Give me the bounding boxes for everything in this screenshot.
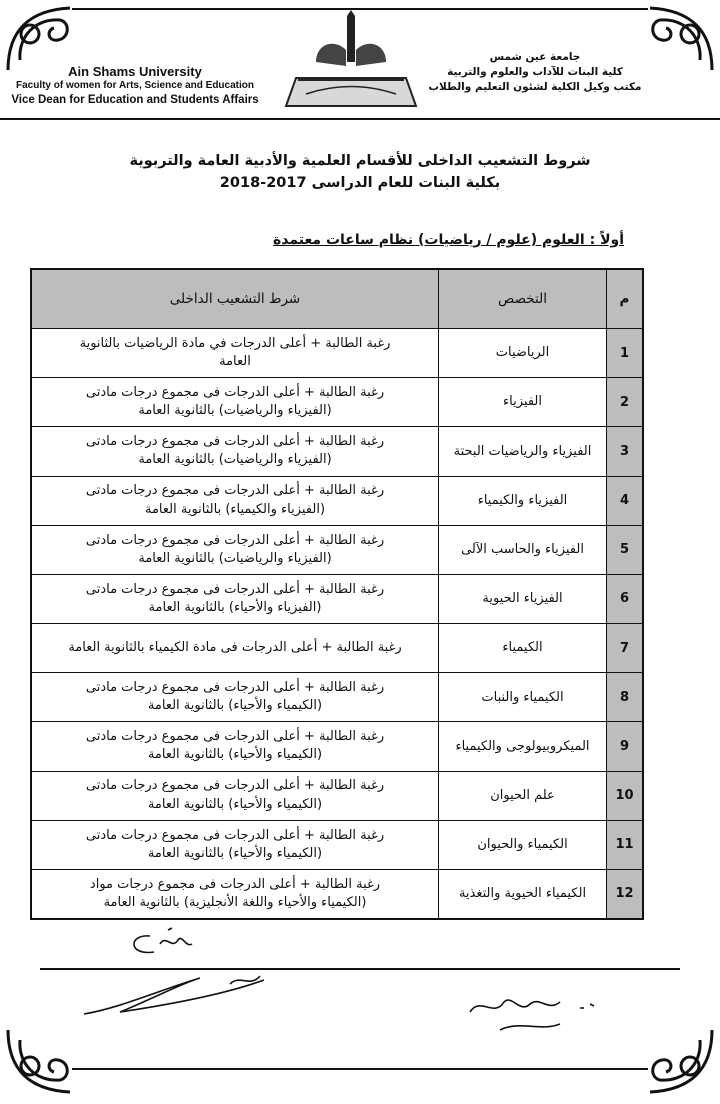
row-condition [32, 821, 438, 869]
row-specialization: الكيمياء والنبات [438, 673, 606, 721]
table-row [32, 721, 642, 770]
row-condition [32, 624, 438, 672]
table-row [32, 426, 642, 475]
row-number: 5 [606, 526, 642, 574]
condition-line-2: (الفيزياء والرياضيات) بالثانوية العامة [138, 452, 332, 468]
table-header-row [32, 270, 642, 328]
row-number: 6 [606, 575, 642, 623]
footer-bottom-rule [72, 1068, 648, 1070]
row-number: 10 [606, 772, 642, 820]
table-row [32, 525, 642, 574]
row-specialization: الفيزياء [438, 378, 606, 426]
condition-line-1: رغبة الطالبة + أعلى الدرجات فى مادة الكيمياء بالثانوية العامة [68, 640, 402, 656]
table-row [32, 820, 642, 869]
row-condition [32, 870, 438, 918]
header-bottom-rule [0, 118, 720, 120]
condition-line-2: (الكيمياء والأحياء واللغة الأنجليزية) بالثانوية العامة [103, 894, 367, 910]
row-specialization: الفيزياء والحاسب الآلى [438, 526, 606, 574]
row-condition [32, 427, 438, 475]
header-english [0, 64, 270, 107]
arabic-faculty-name: كلية البنات للآداب والعلوم والتربية [447, 66, 623, 79]
condition-line-2: (الفيزياء والكيمياء) بالثانوية العامة [144, 501, 326, 517]
table-row [32, 476, 642, 525]
row-number: 3 [606, 427, 642, 475]
table-row [32, 771, 642, 820]
row-specialization: الكيمياء والحيوان [438, 821, 606, 869]
row-condition [32, 722, 438, 770]
table-row [32, 377, 642, 426]
condition-line-1: رغبة الطالبة + أعلى الدرجات فى مجموع درجات مواد [89, 876, 381, 892]
handwritten-initials [120, 926, 210, 962]
condition-line-1: رغبة الطالبة + أعلى الدرجات فى مجموع درجات مادتى [85, 385, 385, 401]
row-condition [32, 772, 438, 820]
row-number: 8 [606, 673, 642, 721]
table-row [32, 869, 642, 918]
title-line-1: شروط التشعيب الداخلى للأقسام العلمية والأدبية العامة والتربوية [129, 153, 591, 169]
condition-line-2: (الكيمياء والأحياء) بالثانوية العامة [147, 845, 323, 861]
document-title [60, 150, 660, 195]
condition-line-2: (الفيزياء والرياضيات) بالثانوية العامة [138, 403, 332, 419]
condition-line-1: رغبة الطالبة + أعلى الدرجات فى مجموع درجات مادتى [85, 581, 385, 597]
table-row [32, 328, 642, 377]
row-specialization: علم الحيوان [438, 772, 606, 820]
row-number: 12 [606, 870, 642, 918]
right-signature [460, 990, 600, 1040]
row-specialization: الفيزياء والرياضيات البحتة [438, 427, 606, 475]
row-number: 7 [606, 624, 642, 672]
condition-line-1: رغبة الطالبة + أعلى الدرجات فى مجموع درجات مادتى [85, 729, 385, 745]
condition-line-1: رغبة الطالبة + أعلى الدرجات فى مجموع درجات مادتى [85, 532, 385, 548]
row-specialization: الكيمياء الحيوية والتغذية [438, 870, 606, 918]
condition-line-2: (الكيمياء والأحياء) بالثانوية العامة [147, 747, 323, 763]
condition-line-1: رغبة الطالبة + أعلى الدرجات فى مجموع درجات مادتى [85, 827, 385, 843]
requirements-table [30, 268, 644, 920]
row-specialization: الفيزياء والكيمياء [438, 477, 606, 525]
table-row [32, 672, 642, 721]
row-specialization: الميكروبيولوجى والكيمياء [438, 722, 606, 770]
row-number: 4 [606, 477, 642, 525]
row-number: 9 [606, 722, 642, 770]
condition-line-2: (الكيمياء والأحياء) بالثانوية العامة [147, 698, 323, 714]
row-condition [32, 378, 438, 426]
row-specialization: الفيزياء الحيوية [438, 575, 606, 623]
arabic-university-name: جامعة عين شمس [489, 51, 581, 63]
condition-line-2: (الفيزياء والأحياء) بالثانوية العامة [148, 599, 322, 615]
row-number: 2 [606, 378, 642, 426]
condition-line-1: رغبة الطالبة + أعلى الدرجات فى مجموع درجات مادتى [85, 483, 385, 499]
row-condition [32, 329, 438, 377]
section-title: أولاً : العلوم (علوم / رياضيات) نظام ساعات معتمدة [273, 232, 624, 248]
condition-line-2: (الفيزياء والرياضيات) بالثانوية العامة [138, 550, 332, 566]
condition-line-1: رغبة الطالبة + أعلى الدرجات فى مجموع درجات مادتى [85, 434, 385, 450]
condition-line-1: رغبة الطالبة + أعلى الدرجات في مادة الرياضيات بالثانوية [79, 335, 391, 351]
condition-line-1: رغبة الطالبة + أعلى الدرجات فى مجموع درجات مادتى [85, 680, 385, 696]
row-specialization: الكيمياء [438, 624, 606, 672]
corner-ornament-bottom-left [0, 1010, 90, 1100]
left-signature [80, 960, 270, 1020]
row-condition [32, 673, 438, 721]
english-faculty-name: Faculty of women for Arts, Science and Education [15, 80, 254, 92]
corner-ornament-bottom-right [630, 1010, 720, 1100]
header-arabic [410, 50, 660, 96]
condition-line-2: العامة [219, 354, 251, 370]
row-condition [32, 575, 438, 623]
university-logo [276, 10, 426, 114]
row-specialization: الرياضيات [438, 329, 606, 377]
header-specialization: التخصص [438, 270, 606, 328]
table-row [32, 623, 642, 672]
row-condition [32, 477, 438, 525]
row-number: 1 [606, 329, 642, 377]
condition-line-2: (الكيمياء والأحياء) بالثانوية العامة [147, 796, 323, 812]
header-number: م [606, 270, 642, 328]
table-row [32, 574, 642, 623]
english-university-name: Ain Shams University [68, 64, 202, 79]
header-condition: شرط التشعيب الداخلى [32, 270, 438, 328]
english-office-name: Vice Dean for Education and Students Affairs [11, 93, 259, 106]
arabic-office-name: مكتب وكيل الكلية لشئون التعليم والطلاب [428, 81, 642, 94]
condition-line-1: رغبة الطالبة + أعلى الدرجات فى مجموع درجات مادتى [85, 778, 385, 794]
title-line-2: بكلية البنات للعام الدراسى 2017-2018 [219, 175, 501, 192]
row-condition [32, 526, 438, 574]
row-number: 11 [606, 821, 642, 869]
